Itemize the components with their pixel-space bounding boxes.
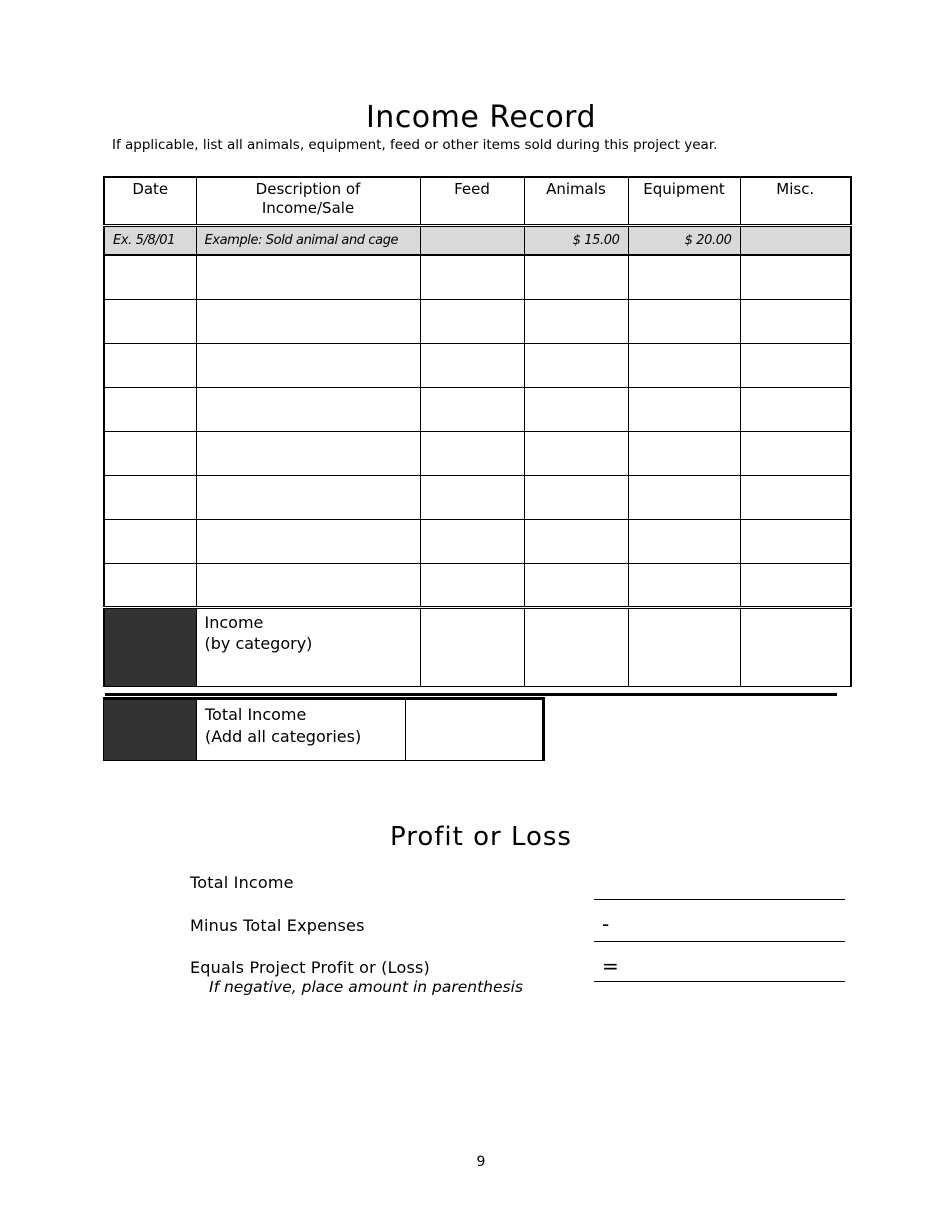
shaded-cell [104, 608, 196, 687]
description-cell[interactable] [196, 520, 420, 564]
feed-cell[interactable] [420, 388, 524, 432]
feed-cell[interactable] [420, 300, 524, 344]
feed-cell[interactable] [420, 520, 524, 564]
page-number: 9 [476, 1154, 486, 1170]
feed-cell[interactable] [420, 432, 524, 476]
feed-cell[interactable] [420, 476, 524, 520]
table-row[interactable] [104, 300, 851, 344]
animals-cell[interactable] [524, 476, 628, 520]
negative-note: If negative, place amount in parenthesis [209, 978, 523, 996]
example-feed [420, 226, 524, 256]
animals-cell[interactable] [524, 432, 628, 476]
animals-cell[interactable] [524, 255, 628, 300]
misc-cell[interactable] [740, 520, 851, 564]
category-total-row [104, 608, 851, 687]
equals-label: Equals Project Profit or (Loss) [190, 958, 430, 977]
header-description-line2: Income/Sale [261, 199, 355, 217]
section-title: Profit or Loss [390, 822, 572, 852]
date-cell[interactable] [104, 255, 196, 300]
animals-cell[interactable] [524, 344, 628, 388]
expenses-line[interactable] [594, 941, 845, 942]
example-row [104, 226, 851, 256]
misc-cell[interactable] [740, 388, 851, 432]
animals-cell[interactable] [524, 388, 628, 432]
page-title: Income Record [365, 100, 597, 135]
equipment-total-cell[interactable] [628, 608, 740, 687]
animals-cell[interactable] [524, 520, 628, 564]
total-label-line2: (Add all categories) [205, 727, 362, 746]
date-cell[interactable] [104, 388, 196, 432]
income-table [103, 176, 852, 687]
header-description [196, 177, 420, 226]
table-row[interactable] [104, 476, 851, 520]
table-row[interactable] [104, 564, 851, 608]
example-description: Example: Sold animal and cage [196, 226, 420, 256]
total-income-box [103, 697, 545, 761]
equipment-cell[interactable] [628, 388, 740, 432]
table-row[interactable] [104, 255, 851, 300]
table-row[interactable] [104, 344, 851, 388]
table-row[interactable] [104, 520, 851, 564]
description-cell[interactable] [196, 344, 420, 388]
feed-cell[interactable] [420, 344, 524, 388]
description-cell[interactable] [196, 388, 420, 432]
description-cell[interactable] [196, 432, 420, 476]
date-cell[interactable] [104, 300, 196, 344]
misc-cell[interactable] [740, 344, 851, 388]
equipment-cell[interactable] [628, 300, 740, 344]
misc-cell[interactable] [740, 476, 851, 520]
total-income-label [205, 704, 361, 748]
header-date: Date [104, 177, 196, 226]
date-cell[interactable] [104, 344, 196, 388]
date-cell[interactable] [104, 520, 196, 564]
misc-total-cell[interactable] [740, 608, 851, 687]
example-equipment: $ 20.00 [628, 226, 740, 256]
table-row[interactable] [104, 432, 851, 476]
misc-cell[interactable] [740, 255, 851, 300]
example-misc [740, 226, 851, 256]
date-cell[interactable] [104, 564, 196, 608]
header-feed: Feed [420, 177, 524, 226]
header-animals: Animals [524, 177, 628, 226]
table-header-row [104, 177, 851, 226]
description-cell[interactable] [196, 255, 420, 300]
feed-cell[interactable] [420, 255, 524, 300]
equipment-cell[interactable] [628, 255, 740, 300]
header-equipment: Equipment [628, 177, 740, 226]
misc-cell[interactable] [740, 300, 851, 344]
table-row[interactable] [104, 388, 851, 432]
misc-cell[interactable] [740, 432, 851, 476]
minus-symbol: - [602, 912, 610, 936]
category-label-cell [196, 608, 420, 687]
minus-expenses-label: Minus Total Expenses [190, 916, 365, 935]
animals-cell[interactable] [524, 300, 628, 344]
description-cell[interactable] [196, 564, 420, 608]
description-cell[interactable] [196, 300, 420, 344]
example-date: Ex. 5/8/01 [104, 226, 196, 256]
total-label-line1: Total Income [205, 705, 307, 724]
date-cell[interactable] [104, 476, 196, 520]
equipment-cell[interactable] [628, 432, 740, 476]
animals-total-cell[interactable] [524, 608, 628, 687]
profit-line[interactable] [594, 981, 845, 982]
equipment-cell[interactable] [628, 520, 740, 564]
divider-line [105, 693, 837, 696]
header-description-line1: Description of [255, 180, 361, 198]
category-label-line1: Income [204, 613, 264, 632]
misc-cell[interactable] [740, 564, 851, 608]
equipment-cell[interactable] [628, 564, 740, 608]
date-cell[interactable] [104, 432, 196, 476]
equipment-cell[interactable] [628, 476, 740, 520]
category-label-line2: (by category) [204, 634, 313, 653]
feed-cell[interactable] [420, 564, 524, 608]
description-cell[interactable] [196, 476, 420, 520]
total-income-line-label: Total Income [190, 873, 294, 892]
total-income-line[interactable] [594, 899, 845, 900]
animals-cell[interactable] [524, 564, 628, 608]
equals-symbol: = [602, 954, 619, 978]
feed-total-cell[interactable] [420, 608, 524, 687]
equipment-cell[interactable] [628, 344, 740, 388]
instructions-text: If applicable, list all animals, equipment, feed or other items sold during this project year. [112, 137, 718, 153]
header-misc: Misc. [740, 177, 851, 226]
total-income-field[interactable] [405, 700, 406, 760]
example-animals: $ 15.00 [524, 226, 628, 256]
shaded-cell [104, 700, 197, 760]
